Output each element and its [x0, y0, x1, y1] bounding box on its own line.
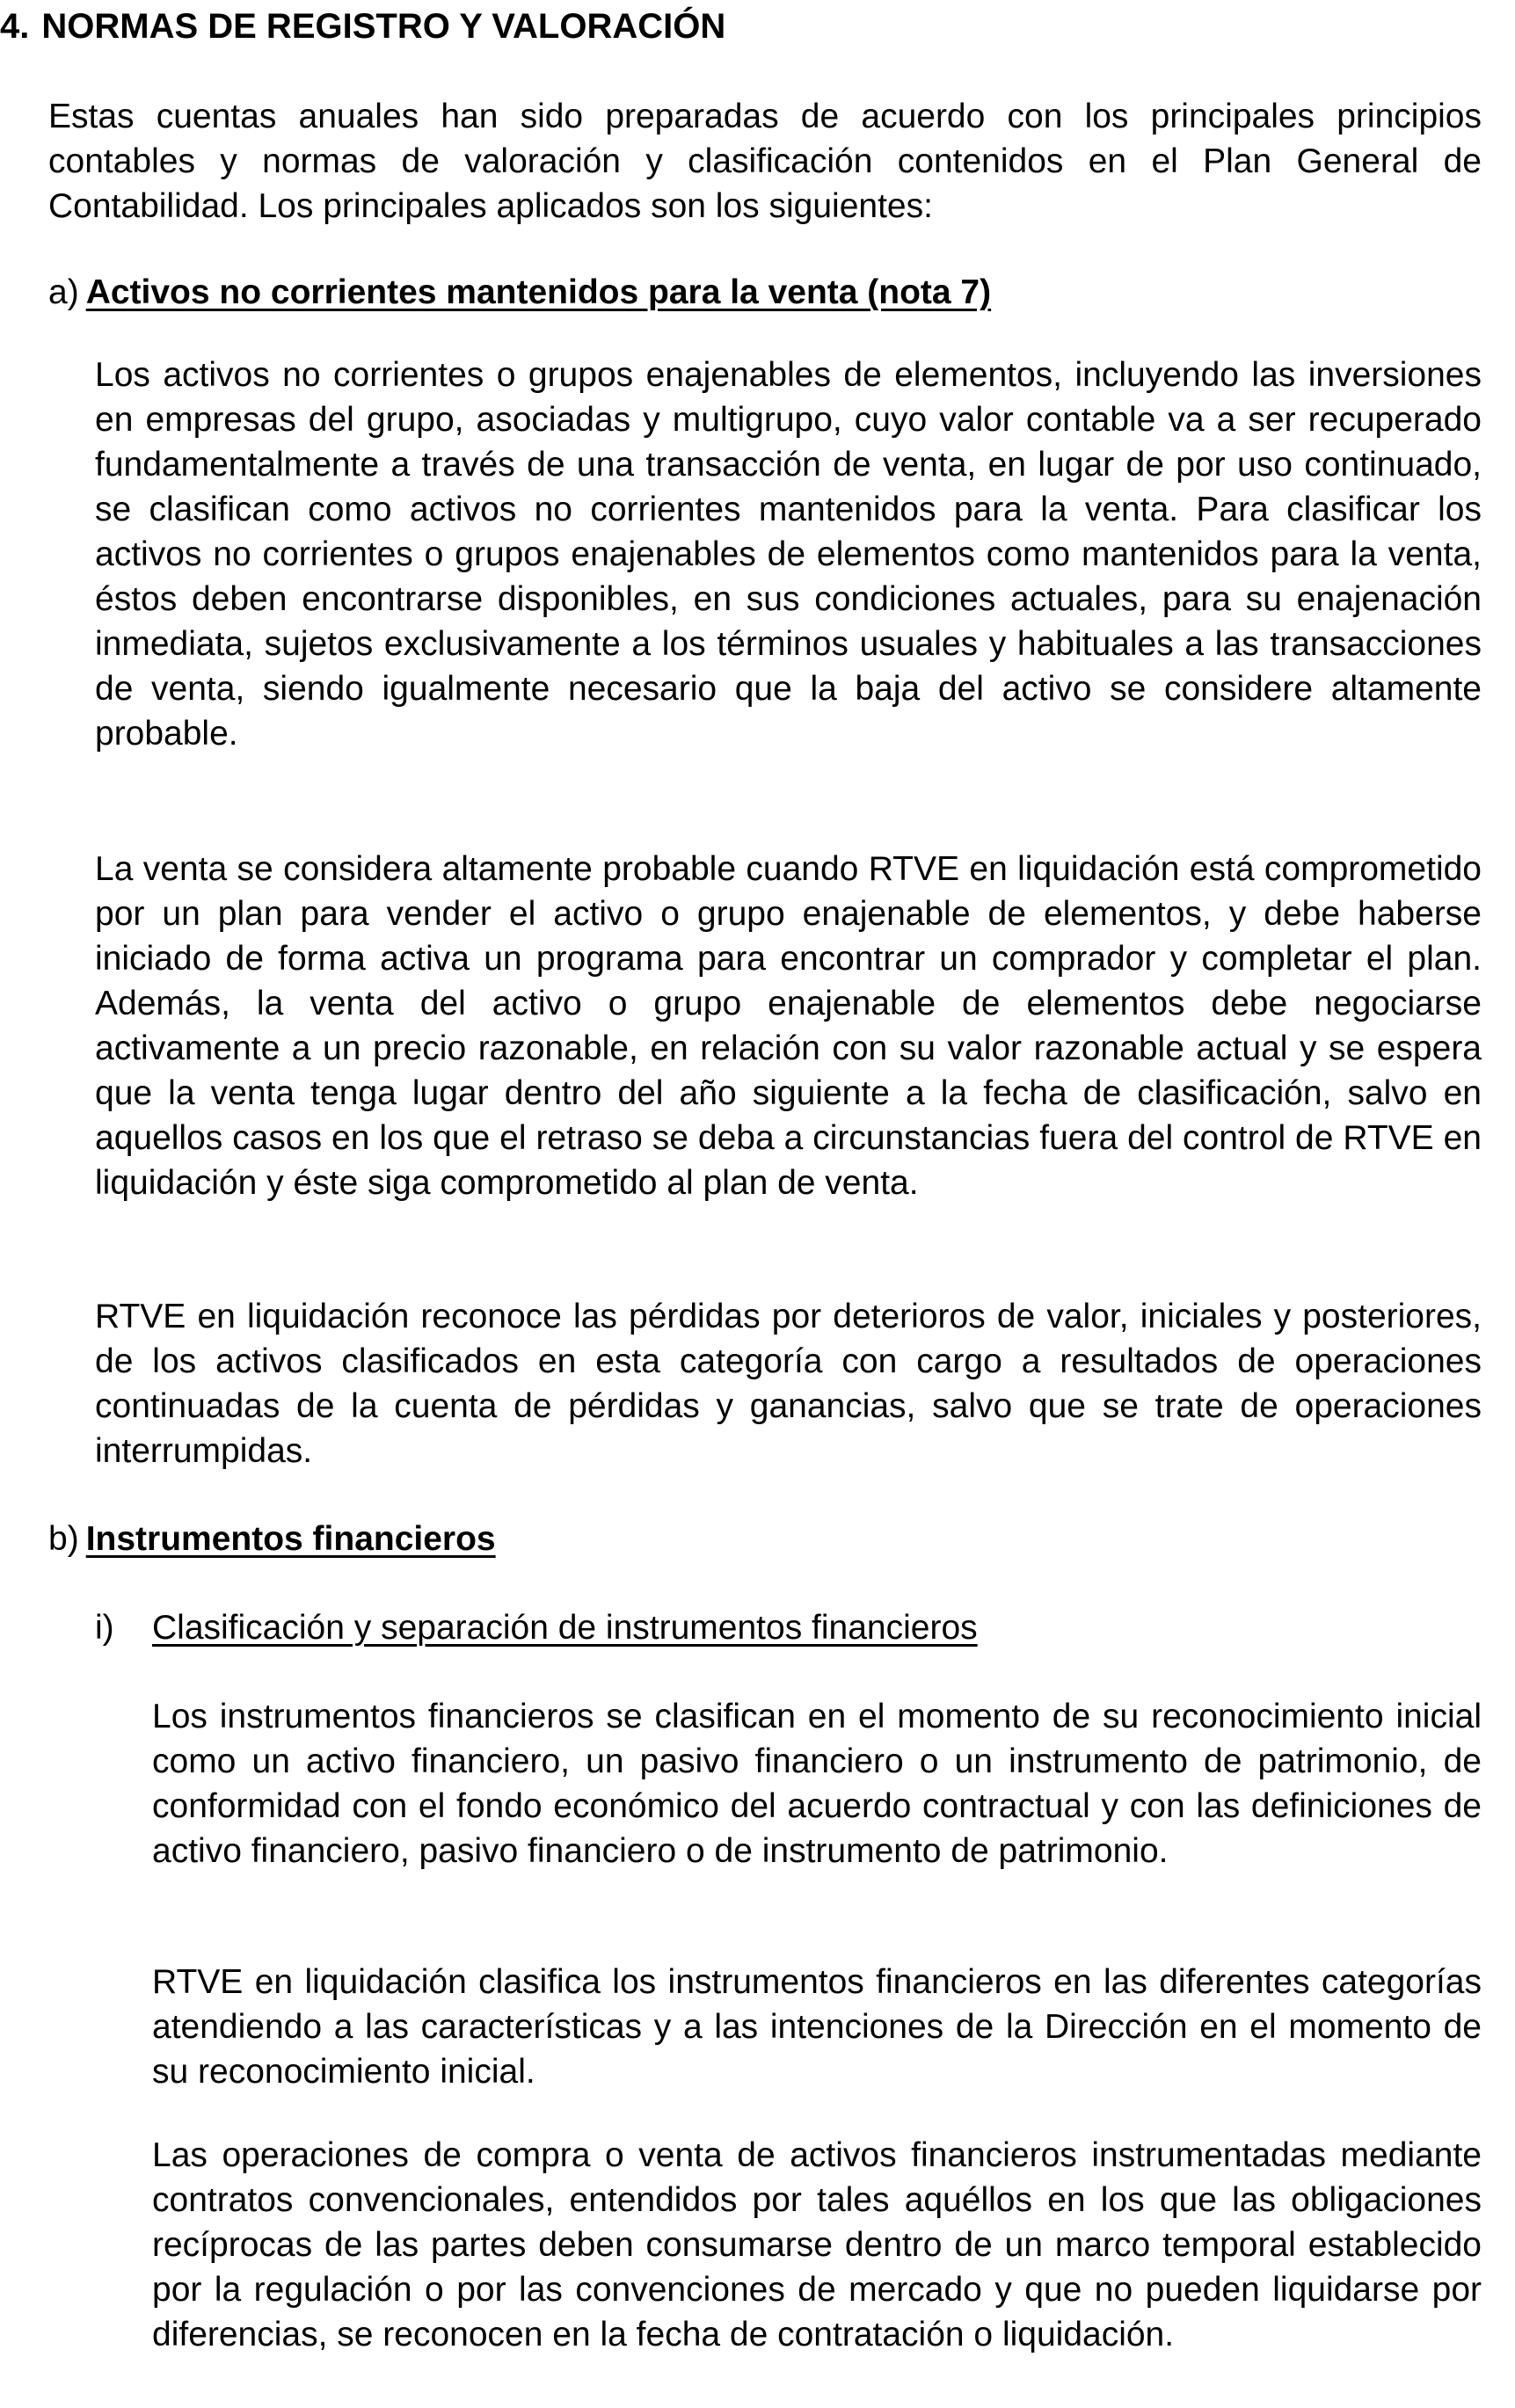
subsection-b-i-title: Clasificación y separación de instrumentos financieros [152, 1609, 978, 1647]
subsection-a-paragraph-2: La venta se considera altamente probable cuando RTVE en liquidación está comprometido por un plan para vender el activo o grupo enajenable de elementos, y debe haberse iniciado de forma activa un programa para encontrar un comprador y completar el plan. Además, la venta del activo o grupo enajenable de elementos debe negociarse activamente a un precio razonable, en relación con su valor razonable actual y se espera que la venta tenga lugar dentro del año siguiente a la fecha de clasificación, salvo en aquellos casos en los que el retraso se deba a circunstancias fuera del control de RTVE en liquidación y éste siga comprometido al plan de venta. [95, 850, 1482, 1202]
subsection-b-i-paragraph-3: Las operaciones de compra o venta de activos financieros instrumentadas mediante contratos convencionales, entendidos por tales aquéllos en los que las obligaciones recíprocas de las partes deben consumarse dentro de un marco temporal establecido por la regulación o por las convenciones de mercado y que no pueden liquidarse por diferencias, se reconocen en la fecha de contratación o liquidación. [152, 2136, 1482, 2353]
subsection-b-i-paragraph-1: Los instrumentos financieros se clasifican en el momento de su reconocimiento inicial como un activo financiero, un pasivo financiero o un instrumento de patrimonio, de conformidad con el fondo económico del acuerdo contractual y con las definiciones de activo financiero, pasivo financiero o de instrumento de patrimonio. [152, 1698, 1482, 1870]
subsection-b-title: Instrumentos financieros [85, 1520, 496, 1558]
subsection-a-paragraph-3: RTVE en liquidación reconoce las pérdidas por deterioros de valor, iniciales y posteriores, de los activos clasificados en esta categoría con cargo a resultados de operaciones continuadas de la cuenta de pérdidas y ganancias, salvo que se trate de operaciones interrumpidas. [95, 1298, 1482, 1470]
section-number: 4. [0, 7, 30, 46]
subsection-b-i-paragraph-2: RTVE en liquidación clasifica los instrumentos financieros en las diferentes categorías atendiendo a las características y a las intenciones de la Dirección en el momento de su reconocimiento inicial. [152, 1963, 1482, 2091]
subsection-a-heading [48, 270, 991, 315]
subsection-a-paragraph-1: Los activos no corrientes o grupos enajenables de elementos, incluyendo las inversiones en empresas del grupo, asociadas y multigrupo, cuyo valor contable va a ser recuperado fundamentalmente a través de una transacción de venta, en lugar de por uso continuado, se clasifican como activos no corrientes mantenidos para la venta. Para clasificar los activos no corrientes o grupos enajenables de elementos como mantenidos para la venta, éstos deben encontrarse disponibles, en sus condiciones actuales, para su enajenación inmediata, sujetos exclusivamente a los términos usuales y habituales a las transacciones de venta, siendo igualmente necesario que la baja del activo se considere altamente probable. [95, 356, 1482, 753]
subsection-b-heading [48, 1517, 496, 1561]
subsection-a-title: Activos no corrientes mantenidos para la venta (nota 7) [85, 273, 992, 311]
subsection-b-i-label: i) [95, 1609, 114, 1647]
section-title-text: NORMAS DE REGISTRO Y VALORACIÓN [41, 7, 726, 46]
subsection-a-label: a) [48, 273, 79, 311]
intro-paragraph: Estas cuentas anuales han sido preparadas de acuerdo con los principales principios contables y normas de valoración y clasificación contenidos en el Plan General de Contabilidad. Los principales aplicados son los siguientes: [48, 98, 1482, 225]
subsection-b-label: b) [48, 1520, 79, 1558]
section-title [0, 5, 725, 47]
subsection-b-i-heading [152, 1605, 978, 1650]
